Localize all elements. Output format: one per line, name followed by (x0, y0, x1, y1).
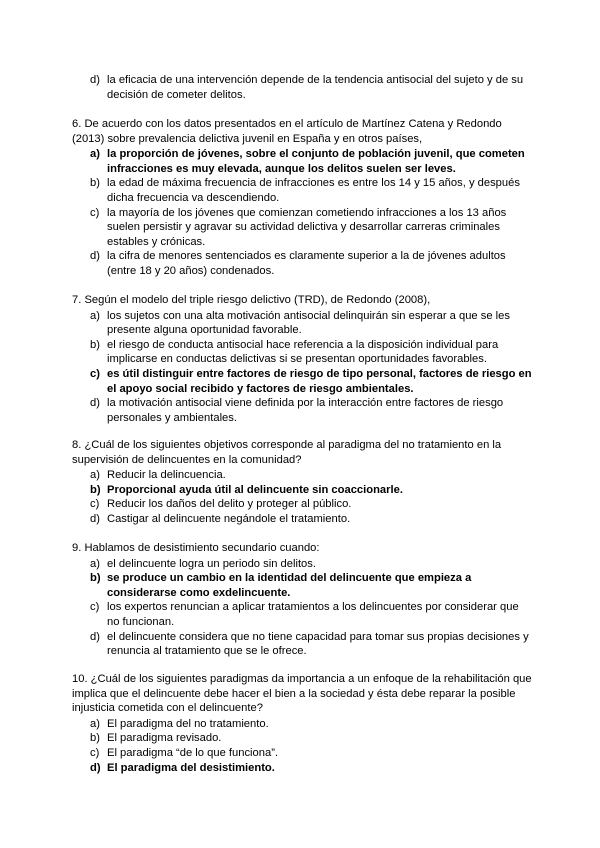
options-list (72, 717, 532, 775)
option-text: Reducir los daños del delito y proteger al público. (107, 498, 352, 511)
option-text: El paradigma del desistimiento. (107, 761, 275, 774)
option-text: Reducir la delincuencia. (107, 469, 226, 482)
question-stem: 6. De acuerdo con los datos presentados en el artículo de Martínez Catena y Redondo (2013) sobre prevalencia delictiva juvenil en España y en otros países, (72, 118, 502, 145)
option-letter: b) (90, 338, 100, 351)
option-text: la eficacia de una intervención depende de la tendencia antisocial del sujeto y de su decisión de cometer delitos. (107, 74, 524, 101)
option-letter: d) (90, 250, 100, 263)
question-8 (72, 438, 532, 527)
option-a (72, 309, 532, 338)
option-d (72, 73, 532, 102)
option-letter: a) (90, 717, 100, 730)
option-c (72, 497, 532, 512)
option-letter: d) (90, 512, 100, 525)
option-letter: a) (90, 309, 100, 322)
option-c (72, 367, 532, 396)
options-list (72, 309, 532, 426)
options-list (72, 147, 532, 278)
option-letter: d) (90, 630, 100, 643)
options-list (72, 468, 532, 526)
question-7 (72, 293, 532, 425)
option-b (72, 338, 532, 367)
option-a (72, 557, 532, 572)
option-text: El paradigma revisado. (107, 732, 222, 745)
question-stem: 10. ¿Cuál de los siguientes paradigmas da importancia a un enfoque de la rehabilitación que implica que el delincuente debe hacer el bien a la sociedad y ésta debe reparar la posible injusticia cometida con el delincuente? (72, 673, 532, 715)
option-letter: c) (90, 601, 100, 614)
option-letter: a) (90, 557, 100, 570)
option-text: la proporción de jóvenes, sobre el conjunto de población juvenil, que cometen infracciones es muy elevada, aunque los delitos suelen ser leves. (107, 148, 525, 175)
option-text: los sujetos con una alta motivación antisocial delinquirán sin esperar a que se les presente alguna oportunidad favorable. (107, 309, 510, 337)
option-text: la mayoría de los jóvenes que comienzan cometiendo infracciones a los 13 años suelen persistir y agravar su actividad delictiva y desarrollar carreras criminales estables y crónicas. (107, 206, 507, 248)
question-stem: 9. Hablamos de desistimiento secundario cuando: (72, 542, 320, 554)
option-b (72, 571, 532, 600)
option-text: la cifra de menores sentenciados es claramente superior a la de jóvenes adultos (entre 18 y 20 años) condenados. (107, 250, 506, 277)
question-10 (72, 672, 532, 775)
option-letter: c) (90, 498, 100, 511)
option-text: se produce un cambio en la identidad del delincuente que empieza a considerarse como exdelincuente. (107, 572, 472, 599)
option-letter: d) (90, 397, 100, 410)
option-b (72, 483, 532, 498)
question-stem: 8. ¿Cuál de los siguientes objetivos corresponde al paradigma del no tratamiento en la supervisión de delincuentes en la comunidad? (72, 439, 502, 466)
option-a (72, 717, 532, 732)
previous-question-continuation (72, 73, 532, 102)
option-a (72, 147, 532, 176)
option-text: los expertos renuncian a aplicar tratamientos a los delincuentes por considerar que no funcionan. (107, 601, 519, 628)
question-stem: 7. Según el modelo del triple riesgo delictivo (TRD), de Redondo (2008), (72, 294, 431, 306)
question-6 (72, 117, 532, 279)
option-c (72, 600, 532, 629)
option-letter: a) (90, 469, 100, 482)
option-letter: c) (90, 746, 100, 759)
option-letter: d) (90, 761, 101, 774)
option-text: El paradigma “de lo que funciona”. (107, 746, 279, 759)
option-c (72, 746, 532, 761)
option-letter: b) (90, 483, 101, 496)
option-text: la motivación antisocial viene definida por la interacción entre factores de riesgo personales y ambientales. (107, 397, 504, 424)
option-letter: b) (90, 732, 100, 745)
option-b (72, 176, 532, 205)
option-text: Proporcional ayuda útil al delincuente sin coaccionarle. (107, 483, 403, 496)
option-d (72, 249, 532, 278)
option-d (72, 512, 532, 527)
option-text: la edad de máxima frecuencia de infracciones es entre los 14 y 15 años, y después dicha frecuencia va descendiendo. (107, 177, 520, 204)
option-letter: a) (90, 148, 100, 161)
option-text: el delincuente considera que no tiene capacidad para tomar sus propias decisiones y renuncia al tratamiento que se le ofrece. (107, 630, 529, 658)
option-letter: b) (90, 572, 101, 585)
option-b (72, 731, 532, 746)
option-text: Castigar al delincuente negándole el tratamiento. (107, 512, 351, 525)
option-text: el delincuente logra un periodo sin delitos. (107, 557, 316, 570)
option-text: el riesgo de conducta antisocial hace referencia a la disposición individual para implicarse en conductas delictivas si se presentan oportunidades favorables. (107, 338, 499, 366)
option-c (72, 206, 532, 250)
option-text: El paradigma del no tratamiento. (107, 717, 269, 730)
option-letter: c) (90, 206, 100, 219)
option-d (72, 396, 532, 425)
option-letter: b) (90, 177, 100, 190)
option-d (72, 630, 532, 659)
option-letter: c) (90, 367, 100, 380)
options-list (72, 557, 532, 659)
option-a (72, 468, 532, 483)
option-d (72, 761, 532, 776)
question-9 (72, 541, 532, 659)
option-text: es útil distinguir entre factores de riesgo de tipo personal, factores de riesgo en el apoyo social recibido y factores de riesgo ambientales. (107, 367, 532, 395)
option-letter: d) (90, 74, 100, 86)
